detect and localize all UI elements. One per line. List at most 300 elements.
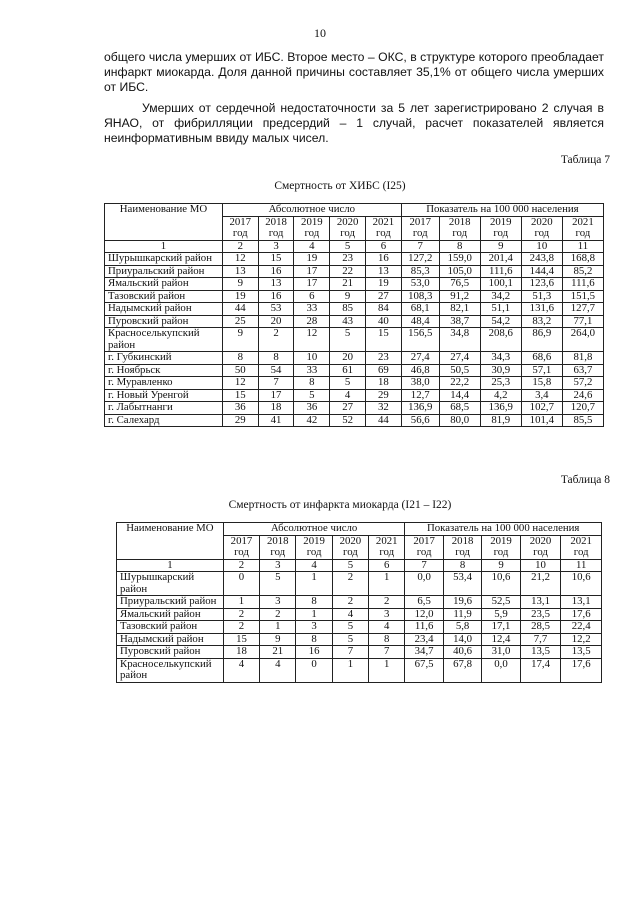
value-cell: 15,8 <box>521 377 562 390</box>
table-row <box>117 608 602 621</box>
value-cell: 10,6 <box>482 572 520 596</box>
year-header: 2021 год <box>369 535 405 559</box>
table-row <box>105 315 604 328</box>
value-cell: 5,9 <box>482 608 520 621</box>
year-header: 2018 год <box>258 216 294 240</box>
index-cell: 6 <box>366 240 402 253</box>
value-cell: 8 <box>296 596 332 609</box>
value-cell: 111,6 <box>480 265 521 278</box>
value-cell: 12,4 <box>482 633 520 646</box>
index-cell: 9 <box>482 559 520 572</box>
value-cell: 67,8 <box>443 658 481 682</box>
value-cell: 1 <box>296 572 332 596</box>
value-cell: 85,3 <box>401 265 439 278</box>
value-cell: 85 <box>330 303 366 316</box>
paragraph: общего числа умерших от ИБС. Второе место – ОКС, в структуре которого преобладает инфаркт миокарда. Доля данной причины составляет 35,1% от общего числа умерших от ИБС. <box>104 50 604 95</box>
value-cell: 159,0 <box>439 253 480 266</box>
value-cell: 24,6 <box>562 389 603 402</box>
year-header: 2017 год <box>222 216 258 240</box>
table-row <box>105 328 604 352</box>
value-cell: 1 <box>332 658 368 682</box>
value-cell: 151,5 <box>562 290 603 303</box>
value-cell: 33 <box>294 303 330 316</box>
value-cell: 2 <box>223 621 259 634</box>
value-cell: 28 <box>294 315 330 328</box>
value-cell: 40,6 <box>443 646 481 659</box>
value-cell: 208,6 <box>480 328 521 352</box>
value-cell: 17 <box>258 389 294 402</box>
value-cell: 18 <box>258 402 294 415</box>
region-name: Надымский район <box>105 303 223 316</box>
value-cell: 25 <box>222 315 258 328</box>
value-cell: 12 <box>222 253 258 266</box>
table-row <box>105 402 604 415</box>
table-caption: Смертность от инфаркта миокарда (I21 – I22) <box>228 499 452 511</box>
value-cell: 23,4 <box>405 633 443 646</box>
value-cell: 9 <box>330 290 366 303</box>
value-cell: 4,2 <box>480 389 521 402</box>
index-cell: 7 <box>401 240 439 253</box>
value-cell: 67,5 <box>405 658 443 682</box>
value-cell: 38,0 <box>401 377 439 390</box>
value-cell: 8 <box>369 633 405 646</box>
table-row <box>105 364 604 377</box>
value-cell: 8 <box>258 352 294 365</box>
value-cell: 5 <box>332 633 368 646</box>
value-cell: 243,8 <box>521 253 562 266</box>
index-cell: 9 <box>480 240 521 253</box>
value-cell: 3,4 <box>521 389 562 402</box>
value-cell: 22,2 <box>439 377 480 390</box>
table-row <box>117 646 602 659</box>
value-cell: 51,1 <box>480 303 521 316</box>
table-row <box>117 621 602 634</box>
value-cell: 16 <box>296 646 332 659</box>
value-cell: 91,2 <box>439 290 480 303</box>
table-row <box>105 377 604 390</box>
value-cell: 17 <box>294 265 330 278</box>
value-cell: 68,1 <box>401 303 439 316</box>
value-cell: 7 <box>369 646 405 659</box>
value-cell: 52,5 <box>482 596 520 609</box>
value-cell: 111,6 <box>562 278 603 291</box>
value-cell: 10 <box>294 352 330 365</box>
year-header: 2017 год <box>223 535 259 559</box>
value-cell: 16 <box>258 265 294 278</box>
value-cell: 44 <box>366 414 402 427</box>
year-header: 2020 год <box>521 216 562 240</box>
table-row <box>105 290 604 303</box>
index-cell: 8 <box>439 240 480 253</box>
region-name: Приуральский район <box>117 596 224 609</box>
index-cell: 3 <box>260 559 296 572</box>
value-cell: 61 <box>330 364 366 377</box>
index-cell: 5 <box>332 559 368 572</box>
value-cell: 8 <box>294 377 330 390</box>
table-row <box>117 658 602 682</box>
table-row <box>105 278 604 291</box>
value-cell: 201,4 <box>480 253 521 266</box>
value-cell: 5 <box>332 621 368 634</box>
index-cell: 2 <box>222 240 258 253</box>
value-cell: 84 <box>366 303 402 316</box>
table-label: Таблица 8 <box>560 474 610 486</box>
year-header: 2017 год <box>401 216 439 240</box>
value-cell: 12,2 <box>561 633 602 646</box>
value-cell: 21,2 <box>520 572 561 596</box>
region-name: Пуровский район <box>105 315 223 328</box>
value-cell: 32 <box>366 402 402 415</box>
value-cell: 54 <box>258 364 294 377</box>
index-cell: 4 <box>296 559 332 572</box>
value-cell: 69 <box>366 364 402 377</box>
region-name: г. Губкинский <box>105 352 223 365</box>
value-cell: 16 <box>258 290 294 303</box>
value-cell: 1 <box>369 658 405 682</box>
value-cell: 264,0 <box>562 328 603 352</box>
index-cell: 11 <box>561 559 602 572</box>
value-cell: 41 <box>258 414 294 427</box>
value-cell: 81,9 <box>480 414 521 427</box>
table-row <box>105 414 604 427</box>
value-cell: 101,4 <box>521 414 562 427</box>
value-cell: 4 <box>369 621 405 634</box>
value-cell: 4 <box>332 608 368 621</box>
value-cell: 42 <box>294 414 330 427</box>
value-cell: 46,8 <box>401 364 439 377</box>
year-header: 2020 год <box>332 535 368 559</box>
value-cell: 27 <box>330 402 366 415</box>
value-cell: 2 <box>260 608 296 621</box>
index-cell: 10 <box>520 559 561 572</box>
value-cell: 105,0 <box>439 265 480 278</box>
value-cell: 85,2 <box>562 265 603 278</box>
value-cell: 15 <box>258 253 294 266</box>
paragraph: Умерших от сердечной недостаточности за 5 лет зарегистрировано 2 случая в ЯНАО, от фибрилляции предсердий – 1 случай, расчет показателей является неинформативным ввиду малых чисел. <box>104 100 604 146</box>
value-cell: 27,4 <box>439 352 480 365</box>
table-caption: Смертность от ХИБС (I25) <box>274 180 406 192</box>
value-cell: 7 <box>332 646 368 659</box>
region-name: Шурышкарский район <box>117 572 224 596</box>
value-cell: 5 <box>260 572 296 596</box>
region-name: Пуровский район <box>117 646 224 659</box>
value-cell: 4 <box>330 389 366 402</box>
index-row <box>117 559 602 572</box>
header-row <box>117 523 602 536</box>
index-row <box>105 240 604 253</box>
value-cell: 12,7 <box>401 389 439 402</box>
index-cell: 3 <box>258 240 294 253</box>
value-cell: 127,2 <box>401 253 439 266</box>
value-cell: 1 <box>369 572 405 596</box>
value-cell: 57,2 <box>562 377 603 390</box>
value-cell: 120,7 <box>562 402 603 415</box>
column-header-absolute: Абсолютное число <box>223 523 405 536</box>
value-cell: 15 <box>222 389 258 402</box>
value-cell: 53 <box>258 303 294 316</box>
year-header: 2021 год <box>561 535 602 559</box>
page-number: 10 <box>314 26 326 40</box>
value-cell: 14,0 <box>443 633 481 646</box>
value-cell: 27,4 <box>401 352 439 365</box>
value-cell: 0 <box>296 658 332 682</box>
index-cell: 1 <box>105 240 223 253</box>
value-cell: 21 <box>330 278 366 291</box>
value-cell: 7,7 <box>520 633 561 646</box>
value-cell: 13,1 <box>520 596 561 609</box>
value-cell: 11,6 <box>405 621 443 634</box>
value-cell: 36 <box>222 402 258 415</box>
value-cell: 13,5 <box>561 646 602 659</box>
value-cell: 86,9 <box>521 328 562 352</box>
region-name: г. Муравленко <box>105 377 223 390</box>
value-cell: 48,4 <box>401 315 439 328</box>
value-cell: 15 <box>366 328 402 352</box>
body-text <box>104 50 604 146</box>
region-name: г. Новый Уренгой <box>105 389 223 402</box>
value-cell: 17,1 <box>482 621 520 634</box>
year-header: 2019 год <box>480 216 521 240</box>
value-cell: 20 <box>258 315 294 328</box>
index-cell: 7 <box>405 559 443 572</box>
column-header-name: Наименование МО <box>117 523 224 560</box>
table-label: Таблица 7 <box>560 154 610 166</box>
region-name: Тазовский район <box>117 621 224 634</box>
region-name: Ямальский район <box>117 608 224 621</box>
data-table <box>116 522 602 683</box>
header-row <box>105 204 604 217</box>
value-cell: 68,5 <box>439 402 480 415</box>
value-cell: 20 <box>330 352 366 365</box>
data-table <box>104 203 604 427</box>
value-cell: 53,4 <box>443 572 481 596</box>
table-row <box>105 265 604 278</box>
table-row <box>117 596 602 609</box>
value-cell: 38,7 <box>439 315 480 328</box>
value-cell: 3 <box>260 596 296 609</box>
value-cell: 3 <box>369 608 405 621</box>
value-cell: 40 <box>366 315 402 328</box>
value-cell: 1 <box>223 596 259 609</box>
value-cell: 34,7 <box>405 646 443 659</box>
value-cell: 63,7 <box>562 364 603 377</box>
value-cell: 15 <box>223 633 259 646</box>
value-cell: 11,9 <box>443 608 481 621</box>
value-cell: 23 <box>366 352 402 365</box>
value-cell: 13 <box>366 265 402 278</box>
value-cell: 44 <box>222 303 258 316</box>
value-cell: 16 <box>366 253 402 266</box>
value-cell: 17,6 <box>561 608 602 621</box>
value-cell: 17,4 <box>520 658 561 682</box>
value-cell: 17,6 <box>561 658 602 682</box>
value-cell: 25,3 <box>480 377 521 390</box>
table-row <box>105 352 604 365</box>
value-cell: 5 <box>294 389 330 402</box>
year-header: 2018 год <box>439 216 480 240</box>
year-header: 2018 год <box>260 535 296 559</box>
value-cell: 2 <box>258 328 294 352</box>
year-header: 2018 год <box>443 535 481 559</box>
value-cell: 80,0 <box>439 414 480 427</box>
value-cell: 1 <box>260 621 296 634</box>
value-cell: 34,8 <box>439 328 480 352</box>
value-cell: 127,7 <box>562 303 603 316</box>
table-row <box>105 253 604 266</box>
value-cell: 168,8 <box>562 253 603 266</box>
value-cell: 131,6 <box>521 303 562 316</box>
table-row <box>117 633 602 646</box>
value-cell: 81,8 <box>562 352 603 365</box>
value-cell: 8 <box>222 352 258 365</box>
value-cell: 136,9 <box>401 402 439 415</box>
value-cell: 28,5 <box>520 621 561 634</box>
table-row <box>117 572 602 596</box>
index-cell: 1 <box>117 559 224 572</box>
value-cell: 2 <box>332 596 368 609</box>
index-cell: 6 <box>369 559 405 572</box>
value-cell: 34,3 <box>480 352 521 365</box>
value-cell: 8 <box>296 633 332 646</box>
year-header: 2017 год <box>405 535 443 559</box>
value-cell: 56,6 <box>401 414 439 427</box>
value-cell: 13 <box>258 278 294 291</box>
table-row <box>105 303 604 316</box>
year-header: 2019 год <box>482 535 520 559</box>
index-cell: 4 <box>294 240 330 253</box>
value-cell: 22,4 <box>561 621 602 634</box>
region-name: г. Ноябрьск <box>105 364 223 377</box>
value-cell: 29 <box>366 389 402 402</box>
value-cell: 0 <box>223 572 259 596</box>
index-cell: 10 <box>521 240 562 253</box>
value-cell: 9 <box>222 328 258 352</box>
region-name: г. Лабытнанги <box>105 402 223 415</box>
region-name: Красноселькупский район <box>117 658 224 682</box>
value-cell: 19,6 <box>443 596 481 609</box>
value-cell: 156,5 <box>401 328 439 352</box>
value-cell: 4 <box>260 658 296 682</box>
value-cell: 3 <box>296 621 332 634</box>
value-cell: 10,6 <box>561 572 602 596</box>
value-cell: 6,5 <box>405 596 443 609</box>
region-name: Шурышкарский район <box>105 253 223 266</box>
value-cell: 9 <box>260 633 296 646</box>
value-cell: 31,0 <box>482 646 520 659</box>
value-cell: 77,1 <box>562 315 603 328</box>
value-cell: 21 <box>260 646 296 659</box>
region-name: Красноселькупский район <box>105 328 223 352</box>
region-name: Ямальский район <box>105 278 223 291</box>
column-header-absolute: Абсолютное число <box>222 204 401 217</box>
value-cell: 33 <box>294 364 330 377</box>
value-cell: 123,6 <box>521 278 562 291</box>
value-cell: 54,2 <box>480 315 521 328</box>
value-cell: 52 <box>330 414 366 427</box>
column-header-name: Наименование МО <box>105 204 223 241</box>
value-cell: 51,3 <box>521 290 562 303</box>
value-cell: 100,1 <box>480 278 521 291</box>
value-cell: 50 <box>222 364 258 377</box>
value-cell: 85,5 <box>562 414 603 427</box>
value-cell: 0,0 <box>482 658 520 682</box>
value-cell: 2 <box>369 596 405 609</box>
value-cell: 30,9 <box>480 364 521 377</box>
region-name: Надымский район <box>117 633 224 646</box>
value-cell: 102,7 <box>521 402 562 415</box>
value-cell: 22 <box>330 265 366 278</box>
year-header: 2019 год <box>294 216 330 240</box>
value-cell: 83,2 <box>521 315 562 328</box>
value-cell: 13,1 <box>561 596 602 609</box>
value-cell: 12 <box>222 377 258 390</box>
region-name: Тазовский район <box>105 290 223 303</box>
value-cell: 34,2 <box>480 290 521 303</box>
value-cell: 68,6 <box>521 352 562 365</box>
value-cell: 7 <box>258 377 294 390</box>
value-cell: 13,5 <box>520 646 561 659</box>
year-header: 2020 год <box>330 216 366 240</box>
index-cell: 8 <box>443 559 481 572</box>
value-cell: 23 <box>330 253 366 266</box>
value-cell: 76,5 <box>439 278 480 291</box>
value-cell: 19 <box>222 290 258 303</box>
value-cell: 19 <box>366 278 402 291</box>
value-cell: 82,1 <box>439 303 480 316</box>
value-cell: 17 <box>294 278 330 291</box>
value-cell: 19 <box>294 253 330 266</box>
value-cell: 14,4 <box>439 389 480 402</box>
value-cell: 2 <box>332 572 368 596</box>
value-cell: 144,4 <box>521 265 562 278</box>
value-cell: 6 <box>294 290 330 303</box>
year-header: 2021 год <box>366 216 402 240</box>
value-cell: 13 <box>222 265 258 278</box>
value-cell: 23,5 <box>520 608 561 621</box>
value-cell: 9 <box>222 278 258 291</box>
value-cell: 5 <box>330 328 366 352</box>
value-cell: 18 <box>223 646 259 659</box>
value-cell: 5 <box>330 377 366 390</box>
value-cell: 12 <box>294 328 330 352</box>
table-row <box>105 389 604 402</box>
value-cell: 136,9 <box>480 402 521 415</box>
value-cell: 18 <box>366 377 402 390</box>
value-cell: 53,0 <box>401 278 439 291</box>
column-header-rate: Показатель на 100 000 населения <box>401 204 603 217</box>
value-cell: 57,1 <box>521 364 562 377</box>
value-cell: 0,0 <box>405 572 443 596</box>
value-cell: 4 <box>223 658 259 682</box>
index-cell: 2 <box>223 559 259 572</box>
year-header: 2020 год <box>520 535 561 559</box>
column-header-rate: Показатель на 100 000 населения <box>405 523 602 536</box>
region-name: г. Салехард <box>105 414 223 427</box>
region-name: Приуральский район <box>105 265 223 278</box>
year-header: 2019 год <box>296 535 332 559</box>
value-cell: 50,5 <box>439 364 480 377</box>
index-cell: 5 <box>330 240 366 253</box>
index-cell: 11 <box>562 240 603 253</box>
value-cell: 108,3 <box>401 290 439 303</box>
value-cell: 12,0 <box>405 608 443 621</box>
value-cell: 2 <box>223 608 259 621</box>
value-cell: 5,8 <box>443 621 481 634</box>
value-cell: 43 <box>330 315 366 328</box>
value-cell: 29 <box>222 414 258 427</box>
value-cell: 36 <box>294 402 330 415</box>
value-cell: 27 <box>366 290 402 303</box>
